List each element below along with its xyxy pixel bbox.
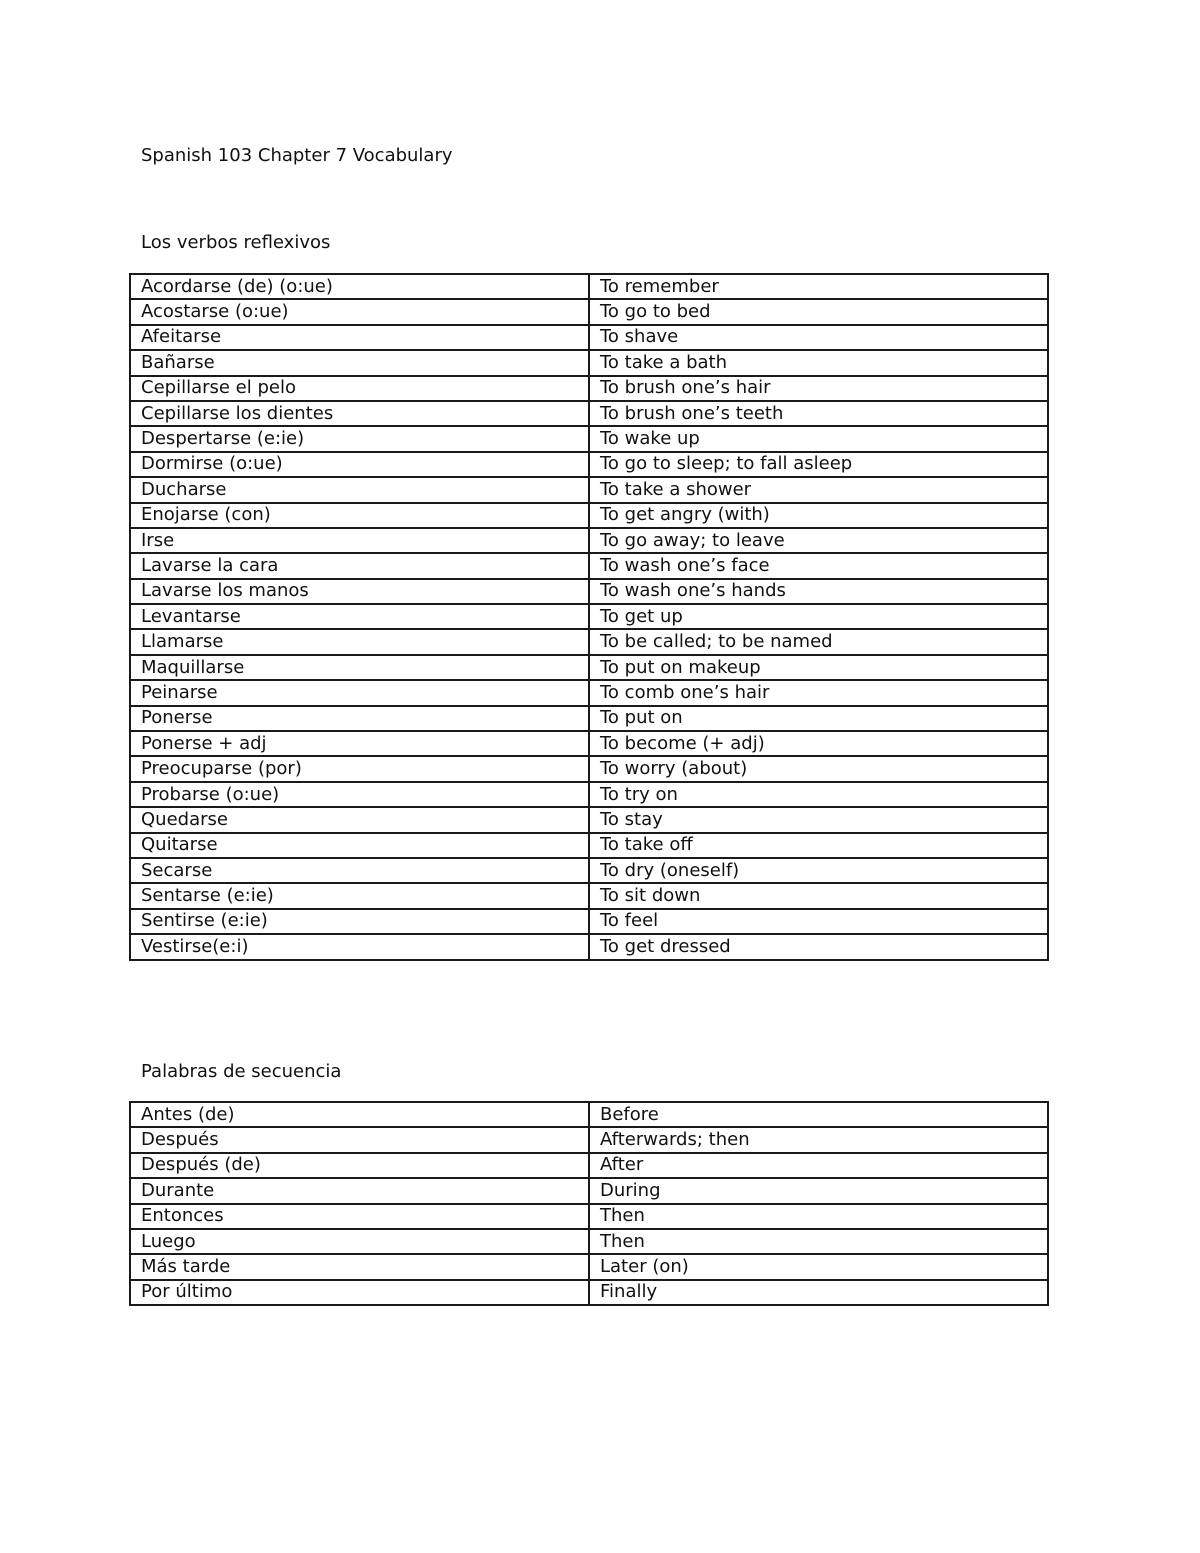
section-heading-reflexive-verbs: Los verbos reflexivos [141, 232, 331, 253]
table-row [130, 376, 1048, 401]
english-translation-cell: To try on [589, 782, 1048, 807]
english-translation-cell: To put on [589, 706, 1048, 731]
english-translation-cell: To stay [589, 807, 1048, 832]
english-translation-cell: To become (+ adj) [589, 731, 1048, 756]
table-row [130, 604, 1048, 629]
table-row [130, 452, 1048, 477]
english-translation-cell: To wash one’s hands [589, 579, 1048, 604]
spanish-term-cell: Por último [130, 1280, 589, 1305]
table-row [130, 350, 1048, 375]
table-row [130, 553, 1048, 578]
english-translation-cell: To shave [589, 325, 1048, 350]
english-translation-cell: To dry (oneself) [589, 858, 1048, 883]
english-translation-cell: To put on makeup [589, 655, 1048, 680]
table-row [130, 401, 1048, 426]
english-translation-cell: Later (on) [589, 1254, 1048, 1279]
table-row [130, 325, 1048, 350]
spanish-term-cell: Entonces [130, 1204, 589, 1229]
spanish-term-cell: Probarse (o:ue) [130, 782, 589, 807]
english-translation-cell: To get angry (with) [589, 503, 1048, 528]
english-translation-cell: To take a bath [589, 350, 1048, 375]
english-translation-cell: To comb one’s hair [589, 680, 1048, 705]
spanish-term-cell: Enojarse (con) [130, 503, 589, 528]
spanish-term-cell: Quitarse [130, 833, 589, 858]
table-row [130, 1102, 1048, 1127]
english-translation-cell: To take a shower [589, 477, 1048, 502]
english-translation-cell: To take off [589, 833, 1048, 858]
spanish-term-cell: Irse [130, 528, 589, 553]
table-row [130, 1254, 1048, 1279]
spanish-term-cell: Lavarse los manos [130, 579, 589, 604]
table-row [130, 909, 1048, 934]
english-translation-cell: To wake up [589, 426, 1048, 451]
spanish-term-cell: Ponerse [130, 706, 589, 731]
table-row [130, 807, 1048, 832]
table-row [130, 883, 1048, 908]
english-translation-cell: To get dressed [589, 934, 1048, 959]
spanish-term-cell: Despertarse (e:ie) [130, 426, 589, 451]
table-row [130, 579, 1048, 604]
section-heading-sequence-words: Palabras de secuencia [141, 1061, 342, 1082]
english-translation-cell: To sit down [589, 883, 1048, 908]
table-row [130, 782, 1048, 807]
spanish-term-cell: Ducharse [130, 477, 589, 502]
table-row [130, 680, 1048, 705]
english-translation-cell: Before [589, 1102, 1048, 1127]
english-translation-cell: To feel [589, 909, 1048, 934]
document-title: Spanish 103 Chapter 7 Vocabulary [141, 145, 453, 166]
spanish-term-cell: Después [130, 1127, 589, 1152]
spanish-term-cell: Bañarse [130, 350, 589, 375]
english-translation-cell: Afterwards; then [589, 1127, 1048, 1152]
table-row [130, 299, 1048, 324]
english-translation-cell: To go to bed [589, 299, 1048, 324]
english-translation-cell: To be called; to be named [589, 629, 1048, 654]
table-row [130, 1127, 1048, 1152]
table-row [130, 1229, 1048, 1254]
reflexive-verbs-table [129, 273, 1049, 961]
spanish-term-cell: Maquillarse [130, 655, 589, 680]
table-row [130, 858, 1048, 883]
spanish-term-cell: Preocuparse (por) [130, 756, 589, 781]
table-row [130, 756, 1048, 781]
english-translation-cell: To go away; to leave [589, 528, 1048, 553]
spanish-term-cell: Llamarse [130, 629, 589, 654]
table-row [130, 477, 1048, 502]
table-row [130, 934, 1048, 959]
spanish-term-cell: Sentirse (e:ie) [130, 909, 589, 934]
table-row [130, 1153, 1048, 1178]
english-translation-cell: Then [589, 1229, 1048, 1254]
spanish-term-cell: Acostarse (o:ue) [130, 299, 589, 324]
table-row [130, 528, 1048, 553]
spanish-term-cell: Luego [130, 1229, 589, 1254]
table-row [130, 1204, 1048, 1229]
spanish-term-cell: Ponerse + adj [130, 731, 589, 756]
english-translation-cell: To go to sleep; to fall asleep [589, 452, 1048, 477]
table-row [130, 706, 1048, 731]
spanish-term-cell: Afeitarse [130, 325, 589, 350]
table-row [130, 629, 1048, 654]
english-translation-cell: To wash one’s face [589, 553, 1048, 578]
english-translation-cell: To worry (about) [589, 756, 1048, 781]
spanish-term-cell: Sentarse (e:ie) [130, 883, 589, 908]
english-translation-cell: Finally [589, 1280, 1048, 1305]
spanish-term-cell: Más tarde [130, 1254, 589, 1279]
table-row [130, 655, 1048, 680]
table-row [130, 1178, 1048, 1203]
spanish-term-cell: Peinarse [130, 680, 589, 705]
english-translation-cell: To brush one’s teeth [589, 401, 1048, 426]
spanish-term-cell: Levantarse [130, 604, 589, 629]
spanish-term-cell: Antes (de) [130, 1102, 589, 1127]
english-translation-cell: During [589, 1178, 1048, 1203]
english-translation-cell: Then [589, 1204, 1048, 1229]
table-row [130, 426, 1048, 451]
spanish-term-cell: Cepillarse el pelo [130, 376, 589, 401]
english-translation-cell: To remember [589, 274, 1048, 299]
table-row [130, 274, 1048, 299]
english-translation-cell: After [589, 1153, 1048, 1178]
spanish-term-cell: Cepillarse los dientes [130, 401, 589, 426]
spanish-term-cell: Acordarse (de) (o:ue) [130, 274, 589, 299]
spanish-term-cell: Vestirse(e:i) [130, 934, 589, 959]
table-row [130, 1280, 1048, 1305]
sequence-words-table [129, 1101, 1049, 1306]
table-row [130, 731, 1048, 756]
spanish-term-cell: Lavarse la cara [130, 553, 589, 578]
table-row [130, 833, 1048, 858]
spanish-term-cell: Después (de) [130, 1153, 589, 1178]
spanish-term-cell: Durante [130, 1178, 589, 1203]
english-translation-cell: To get up [589, 604, 1048, 629]
spanish-term-cell: Quedarse [130, 807, 589, 832]
english-translation-cell: To brush one’s hair [589, 376, 1048, 401]
spanish-term-cell: Dormirse (o:ue) [130, 452, 589, 477]
table-row [130, 503, 1048, 528]
spanish-term-cell: Secarse [130, 858, 589, 883]
